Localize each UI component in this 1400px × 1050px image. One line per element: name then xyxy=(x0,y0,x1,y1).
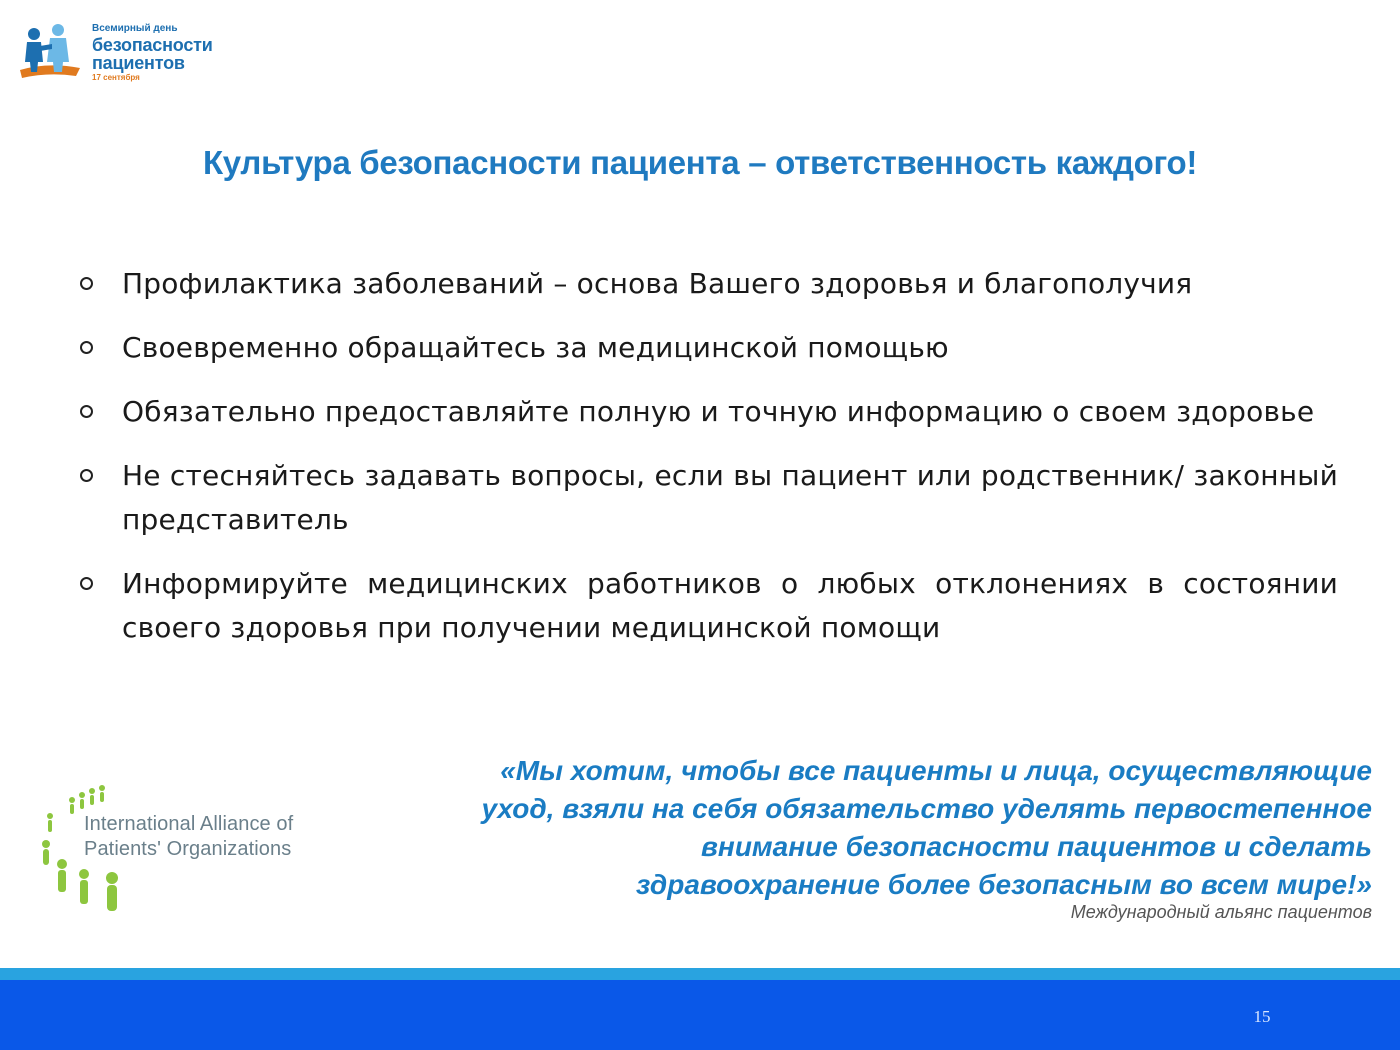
list-item xyxy=(78,326,1338,370)
circle-bullet-icon xyxy=(80,469,93,482)
event-logo-line1: Всемирный день xyxy=(92,23,178,34)
circle-bullet-icon xyxy=(80,405,93,418)
list-item-text: Не стесняйтесь задавать вопросы, если вы пациент или родственник/ законный представитель xyxy=(122,459,1338,536)
list-item xyxy=(78,262,1338,306)
event-logo-line3: пациентов xyxy=(92,53,185,73)
slide-title: Культура безопасности пациента – ответственность каждого! xyxy=(202,144,1198,181)
circle-bullet-icon xyxy=(80,341,93,354)
quote-line: уход, взяли на себя обязательство уделять первостепенное xyxy=(481,793,1372,824)
list-item-text: Информируйте медицинских работников о любых отклонениях в состоянии своего здоровья при получении медицинской помощи xyxy=(122,567,1338,644)
page-number: 15 xyxy=(1253,1007,1271,1026)
quote-attribution: Международный альянс пациентов xyxy=(1070,902,1372,922)
quote-line: здравоохранение более безопасным во всем мире!» xyxy=(636,869,1372,900)
quote-block xyxy=(372,752,1372,904)
event-logo-date: 17 сентября xyxy=(92,73,140,82)
list-item-text: Обязательно предоставляйте полную и точную информацию о своем здоровье xyxy=(122,395,1315,428)
list-item xyxy=(78,454,1338,542)
event-logo-line2: безопасности xyxy=(92,35,213,55)
circle-bullet-icon xyxy=(80,277,93,290)
iapo-logo xyxy=(36,782,356,932)
quote-line: «Мы хотим, чтобы все пациенты и лица, осуществляющие xyxy=(500,755,1372,786)
quote-line: внимание безопасности пациентов и сделать xyxy=(701,831,1372,862)
footer-bar xyxy=(0,980,1400,1050)
list-item xyxy=(78,562,1338,650)
circle-bullet-icon xyxy=(80,577,93,590)
footer-stripe xyxy=(0,968,1400,980)
list-item xyxy=(78,390,1338,434)
list-item-text: Профилактика заболеваний – основа Вашего здоровья и благополучия xyxy=(122,267,1193,300)
bullet-list xyxy=(78,262,1338,670)
iapo-name-line2: Patients' Organizations xyxy=(84,838,292,860)
list-item-text: Своевременно обращайтесь за медицинской помощью xyxy=(122,331,949,364)
iapo-name-line1: International Alliance of xyxy=(84,813,294,835)
event-logo xyxy=(18,22,248,84)
patients-figures-icon xyxy=(18,22,88,82)
